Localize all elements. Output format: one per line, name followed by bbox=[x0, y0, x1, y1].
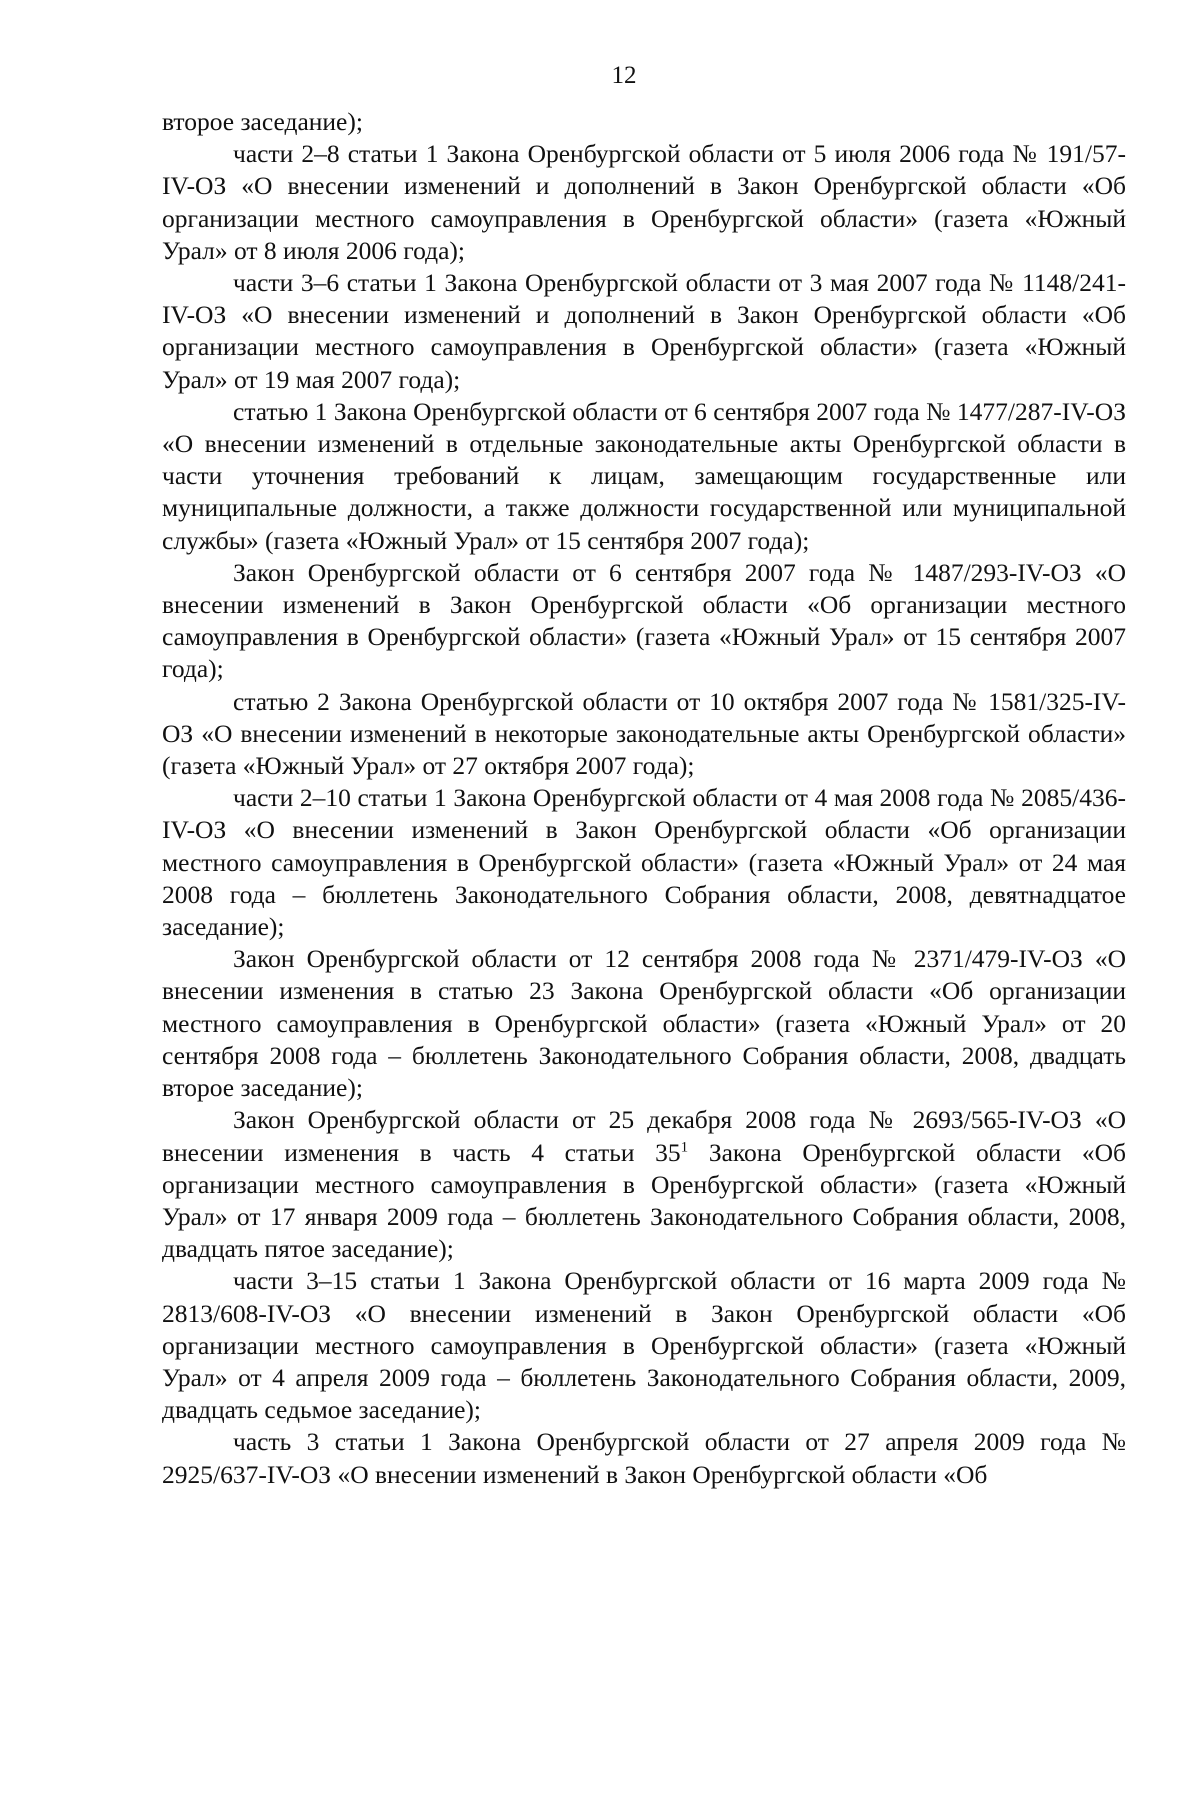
superscript: 1 bbox=[680, 1139, 689, 1155]
paragraph-text-tail: Закона Оренбургской области «Об организации местного самоуправления в Оренбургской области» (газета «Южный Урал» от 17 января 2009 года – бюллетень Законодательного Собрания области, 2008, двадцать пятое заседание); bbox=[162, 1137, 1126, 1264]
document-body bbox=[162, 106, 1126, 1491]
paragraph bbox=[162, 396, 1126, 557]
paragraph-text: части 2–10 статьи 1 Закона Оренбургской области от 4 мая 2008 года № 2085/436-IV-ОЗ «О внесении изменений в Закон Оренбургской области «Об организации местного самоуправления в Оренбургской области» (газета «Южный Урал» от 24 мая 2008 года – бюллетень Законодательного Собрания области, 2008, девятнадцатое заседание); bbox=[162, 783, 1126, 942]
paragraph-text: второе заседание); bbox=[162, 107, 363, 136]
paragraph bbox=[162, 782, 1126, 943]
paragraph bbox=[162, 1265, 1126, 1426]
paragraph-text: части 3–6 статьи 1 Закона Оренбургской области от 3 мая 2007 года № 1148/241-IV-ОЗ «О внесении изменений и дополнений в Закон Оренбургской области «Об организации местного самоуправления в Оренбургской области» (газета «Южный Урал» от 19 мая 2007 года); bbox=[162, 268, 1126, 394]
paragraph-text: Закон Оренбургской области от 12 сентября 2008 года № 2371/479-IV-ОЗ «О внесении изменения в статью 23 Закона Оренбургской области «Об организации местного самоуправления в Оренбургской области» (газета «Южный Урал» от 20 сентября 2008 года – бюллетень Законодательного Собрания области, 2008, двадцать второе заседание); bbox=[162, 944, 1126, 1103]
paragraph-text: часть 3 статьи 1 Закона Оренбургской области от 27 апреля 2009 года № 2925/637-IV-ОЗ «О внесении изменений в Закон Оренбургской области «Об bbox=[162, 1427, 1126, 1489]
paragraph bbox=[162, 267, 1126, 396]
paragraph-text: Закон Оренбургской области от 6 сентября 2007 года № 1487/293-IV-ОЗ «О внесении изменений в Закон Оренбургской области «Об организации местного самоуправления в Оренбургской области» (газета «Южный Урал» от 15 сентября 2007 года); bbox=[162, 557, 1126, 684]
paragraph bbox=[162, 686, 1126, 783]
paragraph bbox=[162, 106, 1126, 138]
paragraph-text: части 3–15 статьи 1 Закона Оренбургской области от 16 марта 2009 года № 2813/608-IV-ОЗ «О внесении изменений в Закон Оренбургской области «Об организации местного самоуправления в Оренбургской области» (газета «Южный Урал» от 4 апреля 2009 года – бюллетень Законодательного Собрания области, 2009, двадцать седьмое заседание); bbox=[162, 1266, 1126, 1425]
paragraph bbox=[162, 557, 1126, 686]
paragraph-text: части 2–8 статьи 1 Закона Оренбургской области от 5 июля 2006 года № 191/57-IV-ОЗ «О внесении изменений и дополнений в Закон Оренбургской области «Об организации местного самоуправления в Оренбургской области» (газета «Южный Урал» от 8 июля 2006 года); bbox=[162, 139, 1126, 265]
paragraph-text: статью 2 Закона Оренбургской области от 10 октября 2007 года № 1581/325-IV-ОЗ «О внесении изменений в некоторые законодательные акты Оренбургской области» (газета «Южный Урал» от 27 октября 2007 года); bbox=[162, 686, 1126, 781]
paragraph bbox=[162, 1426, 1126, 1490]
paragraph bbox=[162, 1104, 1126, 1265]
paragraph bbox=[162, 943, 1126, 1104]
paragraph-text: статью 1 Закона Оренбургской области от 6 сентября 2007 года № 1477/287-IV-ОЗ «О внесении изменений в отдельные законодательные акты Оренбургской области в части уточнения требований к лицам, замещающим государственные или муниципальные должности, а также должности государственной или муниципальной службы» (газета «Южный Урал» от 15 сентября 2007 года); bbox=[162, 396, 1126, 555]
page-number: 12 bbox=[611, 62, 637, 89]
paragraph-text: Закон Оренбургской области от 25 декабря 2008 года № 2693/565-IV-ОЗ «О внесении изменения в часть 4 статьи 35 bbox=[162, 1105, 1126, 1167]
paragraph bbox=[162, 138, 1126, 267]
